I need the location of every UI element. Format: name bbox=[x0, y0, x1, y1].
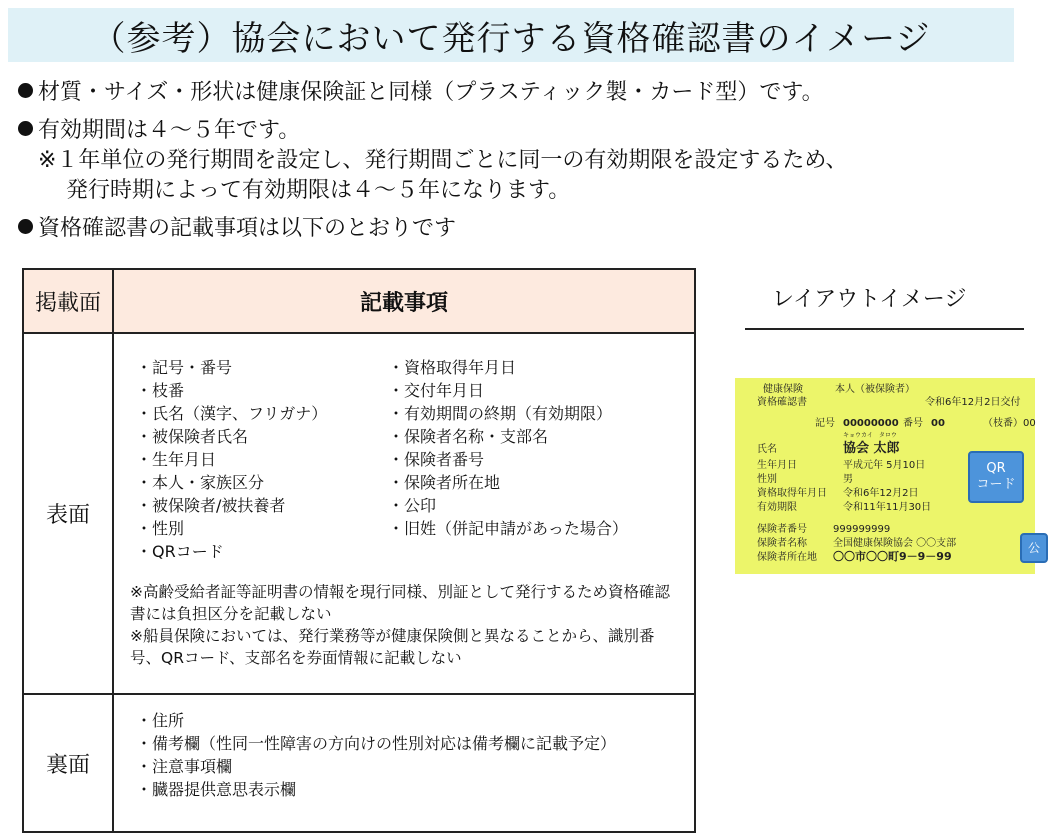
card-insurer-name-label: 保険者名称 bbox=[757, 538, 807, 549]
card-sex: 男 bbox=[843, 474, 853, 485]
front-items-col1 bbox=[130, 356, 388, 563]
official-seal-box: 公 bbox=[1020, 533, 1048, 563]
list-item: ・記号・番号 bbox=[136, 358, 233, 377]
side-back: 裏面 bbox=[23, 694, 113, 832]
list-item: ・旧姓（併記申請があった場合） bbox=[388, 519, 628, 538]
qr-code-box bbox=[968, 451, 1024, 503]
bullet-dot bbox=[18, 83, 33, 98]
page-title: （参考）協会において発行する資格確認書のイメージ bbox=[91, 18, 931, 59]
list-item: ・注意事項欄 bbox=[136, 757, 233, 776]
items-table bbox=[22, 268, 696, 833]
list-item: ・備考欄（性同一性障害の方向けの性別対応は備考欄に記載予定） bbox=[136, 734, 617, 753]
list-item: ・資格取得年月日 bbox=[388, 358, 517, 377]
table-row-back bbox=[23, 694, 695, 832]
list-item: ・保険者名称・支部名 bbox=[388, 427, 549, 446]
list-item: ・保険者所在地 bbox=[388, 473, 501, 492]
table-row-front bbox=[23, 333, 695, 694]
list-item: ・本人・家族区分 bbox=[136, 473, 265, 492]
list-item: ・生年月日 bbox=[136, 450, 217, 469]
title-banner bbox=[8, 8, 1014, 62]
bullet-validity: 有効期間は４～５年です。 bbox=[18, 116, 1008, 146]
card-insurer-no: 999999999 bbox=[833, 524, 891, 535]
header-items: 記載事項 bbox=[113, 269, 695, 333]
bullet-list bbox=[18, 78, 1008, 244]
list-item: ・被保険者氏名 bbox=[136, 427, 249, 446]
layout-image-label: レイアウトイメージ bbox=[772, 287, 967, 312]
qr-code-label: QR コード bbox=[976, 461, 1016, 492]
card-name-label: 氏名 bbox=[757, 444, 777, 455]
bullet-items-intro: 資格確認書の記載事項は以下のとおりです bbox=[18, 214, 1008, 244]
list-item: ・被保険者/被扶養者 bbox=[136, 496, 286, 515]
list-item: ・氏名（漢字、フリガナ） bbox=[136, 404, 328, 423]
list-item: ・性別 bbox=[136, 519, 185, 538]
card-expiry-label: 有効期限 bbox=[757, 502, 797, 513]
card-insurer-name: 全国健康保険協会 〇〇支部 bbox=[833, 538, 957, 549]
table-header-row bbox=[23, 269, 695, 333]
card-number-label: 番号 bbox=[903, 418, 923, 429]
card-symbol-label: 記号 bbox=[815, 418, 835, 429]
card-type-line1: 健康保険 bbox=[763, 384, 803, 395]
card-expiry: 令和11年11月30日 bbox=[843, 502, 932, 513]
card-symbol: 00000000 bbox=[843, 418, 899, 429]
list-item: ・臓器提供意思表示欄 bbox=[136, 780, 297, 799]
bullet-dot bbox=[18, 219, 33, 234]
list-item: ・交付年月日 bbox=[388, 381, 485, 400]
validity-note-2: 発行時期によって有効期限は４～５年になります。 bbox=[66, 178, 571, 203]
bullet-material: 材質・サイズ・形状は健康保険証と同様（プラスティック製・カード型）です。 bbox=[18, 78, 1008, 108]
list-item: ・有効期間の終期（有効期限） bbox=[388, 404, 613, 423]
card-insurer-addr-label: 保険者所在地 bbox=[757, 552, 817, 563]
divider bbox=[745, 328, 1024, 330]
front-items bbox=[113, 333, 695, 694]
bullet-dot bbox=[18, 121, 33, 136]
list-item: ・公印 bbox=[388, 496, 437, 515]
card-acquired-label: 資格取得年月日 bbox=[757, 488, 827, 499]
validity-note-1: ※１年単位の発行期間を設定し、発行期間ごとに同一の有効期限を設定するため、 bbox=[38, 148, 848, 173]
card-insurer-addr: 〇〇市〇〇町9－9－99 bbox=[833, 550, 952, 563]
list-item: ・枝番 bbox=[136, 381, 185, 400]
front-remark-1: ※高齢受給者証等証明書の情報を現行同様、別証として発行するため資格確認書には負担区分を記載しない bbox=[130, 583, 670, 623]
card-insurer-no-label: 保険者番号 bbox=[757, 524, 807, 535]
front-items-col2 bbox=[388, 356, 678, 563]
card-insured-type: 本人（被保険者） bbox=[835, 384, 915, 395]
back-items bbox=[113, 694, 695, 832]
list-item: ・住所 bbox=[136, 711, 185, 730]
card-birth: 平成元年 5月10日 bbox=[843, 460, 926, 471]
list-item: ・QRコード bbox=[136, 542, 224, 561]
card-acquired: 令和6年12月2日 bbox=[843, 488, 919, 499]
side-front: 表面 bbox=[23, 333, 113, 694]
qualification-card-image bbox=[735, 378, 1040, 574]
card-name: 協会 太郎 bbox=[843, 441, 900, 456]
list-item: ・保険者番号 bbox=[388, 450, 485, 469]
card-type-line2: 資格確認書 bbox=[757, 397, 807, 408]
card-sex-label: 性別 bbox=[757, 474, 777, 485]
header-side: 掲載面 bbox=[23, 269, 113, 333]
card-issue-date: 令和6年12月2日交付 bbox=[925, 397, 1021, 408]
card-furigana: キョウカイ タロウ bbox=[843, 432, 897, 439]
front-remark-2: ※船員保険においては、発行業務等が健康保険側と異なることから、識別番号、QRコード、支部名を券面情報に記載しない bbox=[130, 627, 655, 667]
card-birth-label: 生年月日 bbox=[757, 460, 797, 471]
card-branch: （枝番）00 bbox=[983, 418, 1036, 429]
card-number: 00 bbox=[931, 418, 945, 429]
